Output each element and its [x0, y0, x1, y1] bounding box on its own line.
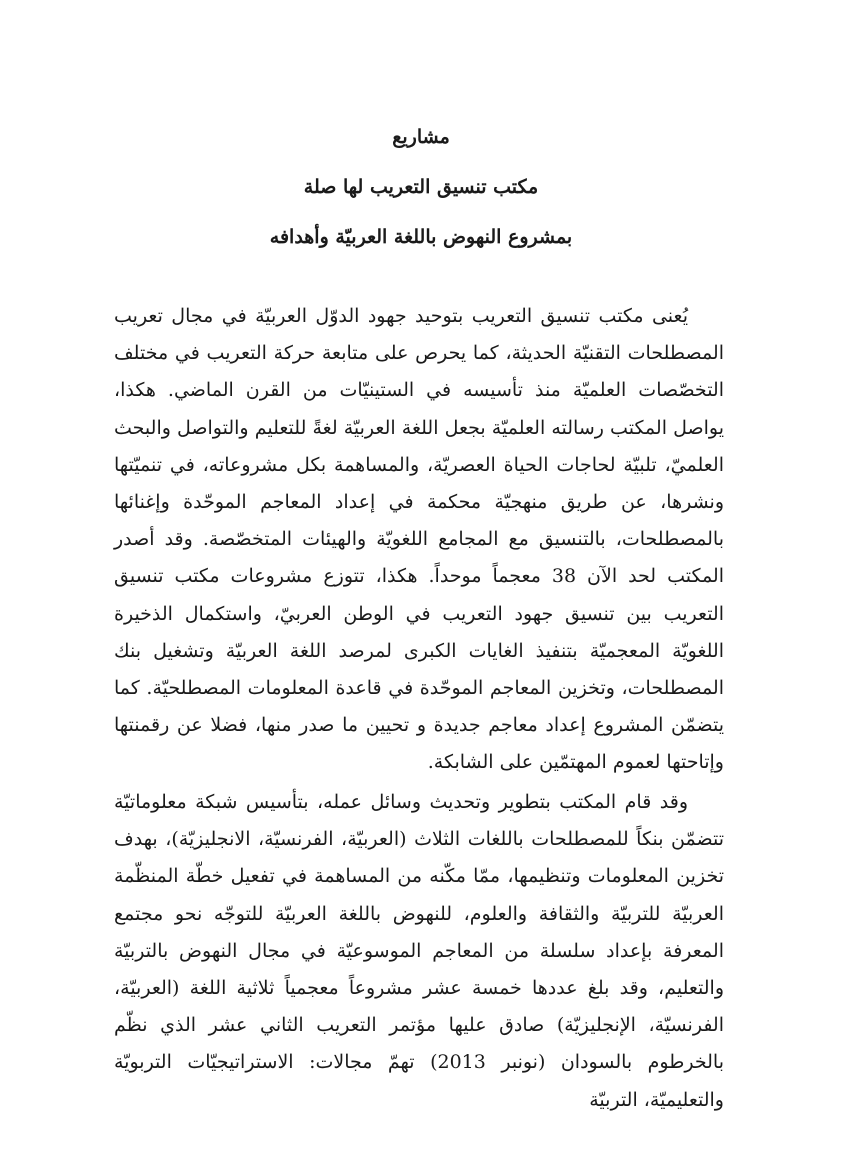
title-line-3: بمشروع النهوض باللغة العربيّة وأهدافه — [269, 226, 573, 248]
paragraph-2: وقد قام المكتب بتطوير وتحديث وسائل عمله، بتأسيس شبكة معلوماتيّة تتضمّن بنكاً للمصطلحات باللغات الثلاث (العربيّة، الفرنسيّة، الانجليزيّة)، بهدف تخزين المعلومات وتنظيمها، ممّا مكّنه من المساهمة في تفعيل خطّة المنظّمة العربيّة للتربيّة والثقافة والعلوم، للنهوض باللغة العربيّة للتوجّه نحو مجتمع المعرفة بإعداد سلسلة من المعاجم الموسوعيّة في مجال النهوض بالتربيّة والتعليم، وقد بلغ عددها خمسة عشر مشروعاً معجمياً ثلاثية اللغة (العربيّة، الفرنسيّة، الإنجليزيّة) صادق عليها مؤتمر التعريب الثاني عشر الذي نظّم بالخرطوم بالسودان (نونبر 2013) تهمّ مجالات: الاستراتيجيّات التربويّة والتعليميّة، التربيّة — [114, 791, 724, 1111]
title-line-1: مشاريع — [392, 126, 450, 148]
paragraph-1: يُعنى مكتب تنسيق التعريب بتوحيد جهود الدوّل العربيّة في مجال تعريب المصطلحات التقنيّة الحديثة، كما يحرص على متابعة حركة التعريب في مختلف التخصّصات العلميّة منذ تأسيسه في الستينيّات من القرن الماضي. هكذا، يواصل المكتب رسالته العلميّة بجعل اللغة العربيّة لغةً للتعليم والتواصل والبحث العلميّ، تلبيّة لحاجات الحياة العصريّة، والمساهمة بكل مشروعاته، في تنميّتها ونشرها، عن طريق منهجيّة محكمة في إعداد المعاجم الموحّدة وإغنائها بالمصطلحات، بالتنسيق مع المجامع اللغويّة والهيئات المتخصّصة. وقد أصدر المكتب لحد الآن 38 معجماً موحداً. هكذا، تتوزع مشروعات مكتب تنسيق التعريب بين تنسيق جهود التعريب في الوطن العربيّ، واستكمال الذخيرة اللغويّة المعجميّة بتنفيذ الغايات الكبرى لمرصد اللغة العربيّة وتشغيل بنك المصطلحات، وتخزين المعاجم الموحّدة في قاعدة المعلومات المصطلحيّة. كما يتضمّن المشروع إعداد معاجم جديدة و تحيين ما صدر منها، فضلا عن رقمنتها وإتاحتها لعموم المهتمّين على الشابكة. — [114, 305, 725, 774]
title-line-2: مكتب تنسيق التعريب لها صلة — [303, 176, 539, 198]
